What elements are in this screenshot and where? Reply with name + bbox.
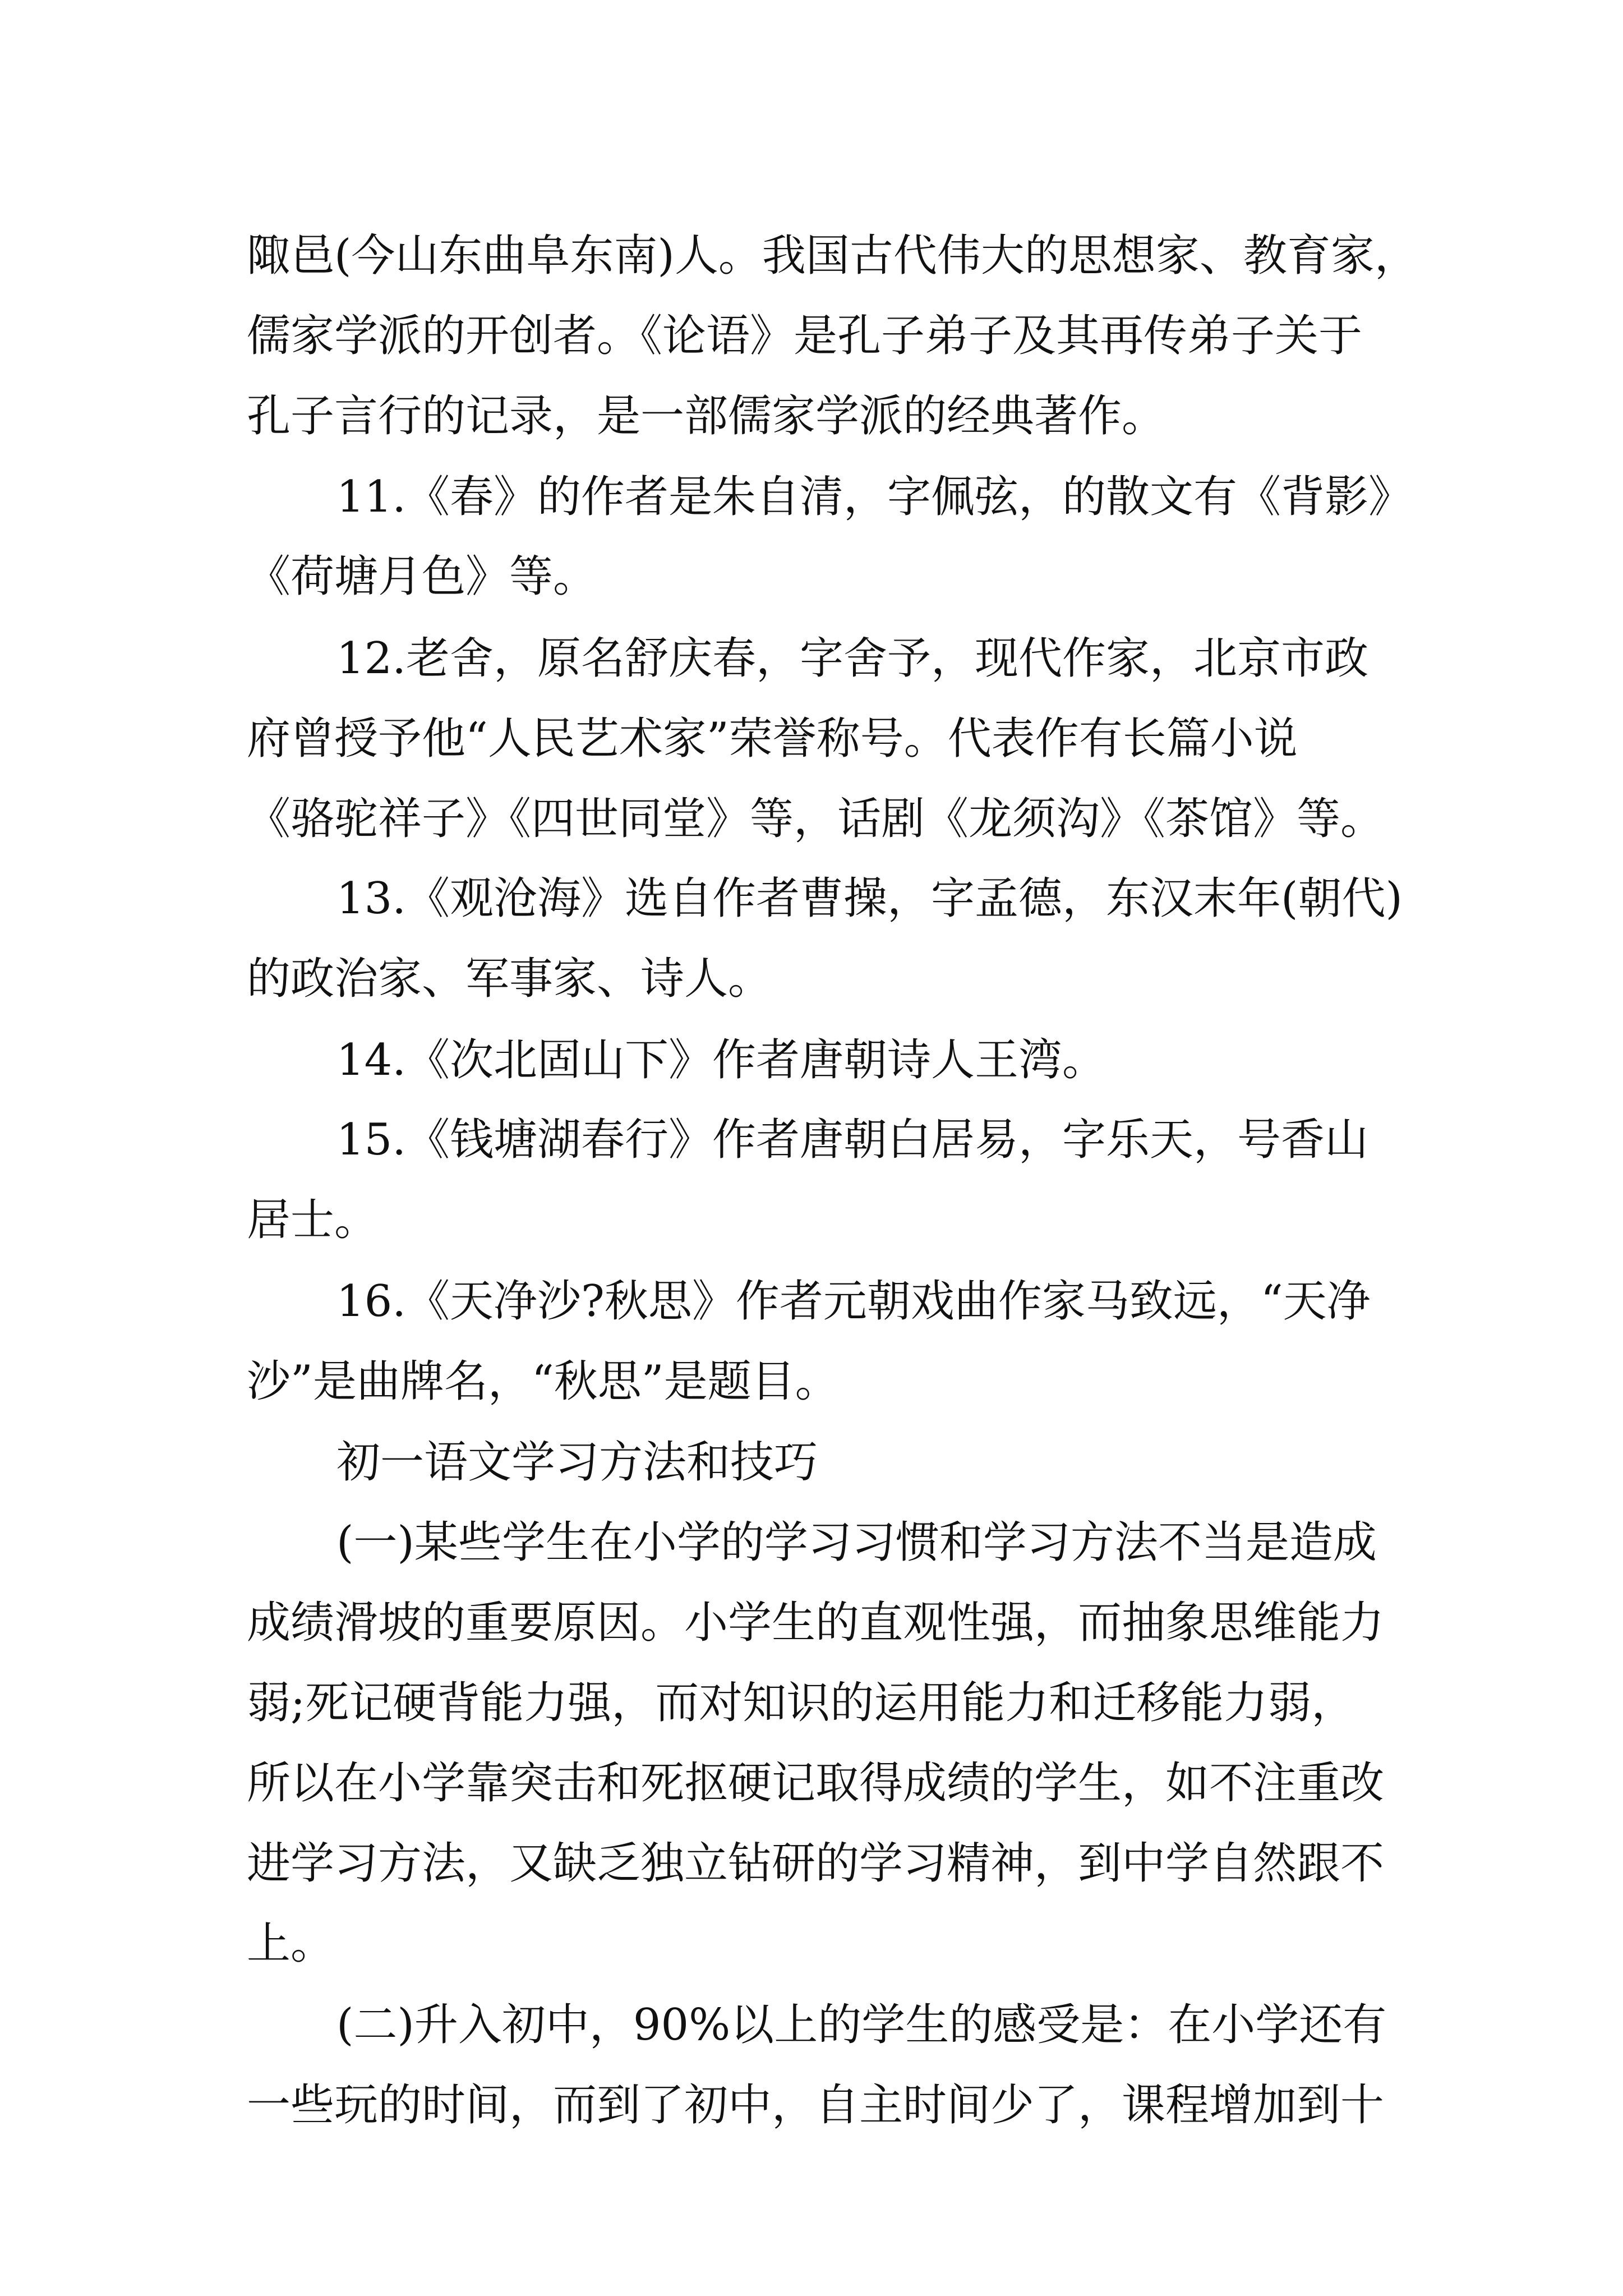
- text-line: 成绩滑坡的重要原因。小学生的直观性强，而抽象思维能力: [247, 1598, 1385, 1648]
- section-heading: 初一语文学习方法和技巧: [336, 1437, 818, 1488]
- text-line: 一些玩的时间，而到了初中，自主时间少了，课程增加到十: [247, 2080, 1385, 2131]
- text-line: 弱;死记硬背能力强，而对知识的运用能力和迁移能力弱，: [247, 1678, 1355, 1728]
- text-line: 12.老舍，原名舒庆春，字舍予，现代作家，北京市政: [336, 633, 1369, 684]
- text-line: (一)某些学生在小学的学习习惯和学习方法不当是造成: [336, 1517, 1377, 1568]
- text-line: 进学习方法，又缺乏独立钻研的学习精神，到中学自然跟不: [247, 1838, 1385, 1889]
- text-line: 16.《天净沙?秋思》作者元朝戏曲作家马致远，“天净: [336, 1276, 1371, 1327]
- text-line: 陬邑(今山东曲阜东南)人。我国古代伟大的思想家、教育家，: [247, 231, 1418, 281]
- text-line: 儒家学派的开创者。《论语》是孔子弟子及其再传弟子关于: [247, 311, 1363, 361]
- text-line: 14.《次北固山下》作者唐朝诗人王湾。: [336, 1035, 1106, 1085]
- text-line: 15.《钱塘湖春行》作者唐朝白居易，字乐天，号香山: [336, 1115, 1369, 1165]
- text-line: 《骆驼祥子》《四世同堂》等，话剧《龙须沟》《茶馆》等。: [247, 794, 1385, 844]
- text-line: 居士。: [247, 1195, 379, 1245]
- text-line: 11.《春》的作者是朱自清，字佩弦，的散文有《背影》: [336, 472, 1413, 522]
- text-line: (二)升入初中，90%以上的学生的感受是：在小学还有: [336, 2000, 1387, 2050]
- text-line: 13.《观沧海》选自作者曹操，字孟德，东汉末年(朝代): [336, 873, 1403, 924]
- text-line: 孔子言行的记录，是一部儒家学派的经典著作。: [247, 391, 1166, 441]
- text-line: 所以在小学靠突击和死抠硬记取得成绩的学生，如不注重改: [247, 1758, 1385, 1809]
- text-line: 府曾授予他“人民艺术家”荣誉称号。代表作有长篇小说: [247, 714, 1298, 764]
- text-line: 沙”是曲牌名，“秋思”是题目。: [247, 1356, 839, 1407]
- text-line: 的政治家、军事家、诗人。: [247, 954, 772, 1004]
- text-line: 《荷塘月色》等。: [247, 551, 597, 602]
- text-line: 上。: [247, 1918, 335, 1969]
